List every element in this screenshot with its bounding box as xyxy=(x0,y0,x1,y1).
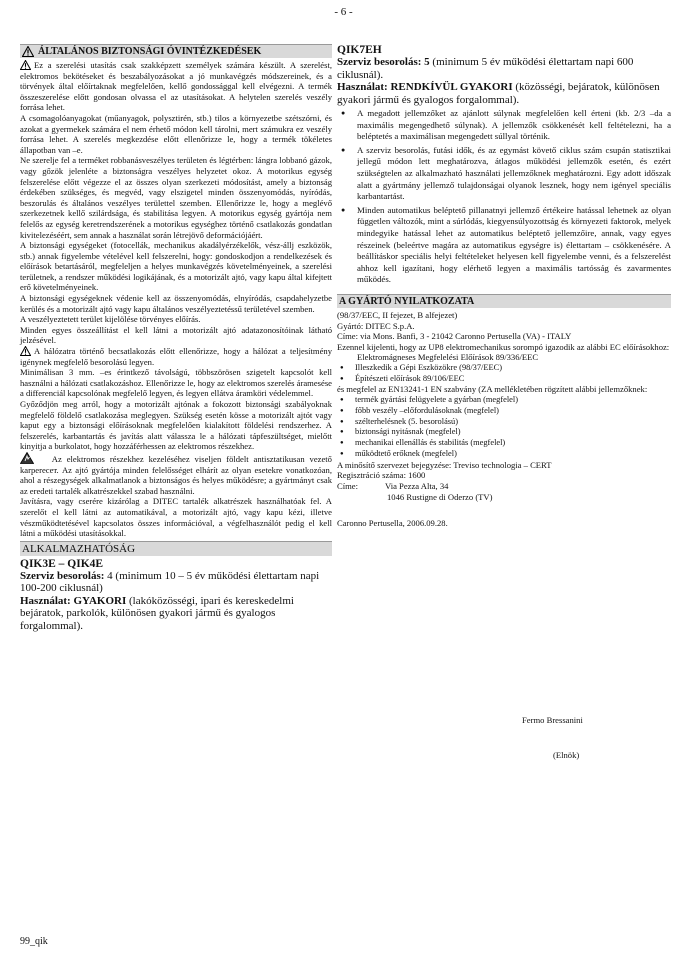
service-class: Szerviz besorolás: 5 (minimum 5 év működési élettartam napi 600 ciklusnál). xyxy=(337,56,634,81)
notes-list xyxy=(337,108,671,286)
list-item: ● mechanikai ellenállás és stabilitás (megfelel) xyxy=(337,438,671,449)
list-item: ● termék gyártási felügyelete a gyárban (megfelel) xyxy=(337,395,671,406)
cert-line: A minősítő szervezet bejegyzése: Treviso technologia – CERT xyxy=(337,459,552,470)
list-item: ● A megadott jellemzőket az ajánlott súlynak megfelelően kell érteni (kb. 2/3 –da a maximális megengedhető súlynak). A jellemzők csökkenését kell feltételezni, ha a beléptetés a maximálisan megengedett súllyal történik. xyxy=(337,108,671,143)
usage: Használat: RENDKÍVÜL GYAKORI (közösségi, bejáratok, különösen gyakori jármű és gyalogos forgalommal). xyxy=(337,81,660,106)
paragraph: Ez a szerelési utasítás csak szakképzett személyek számára készült. A szerelést, elektromos bekötéseket és beszabályozásokat a jó munkavégzés módszereinek, és a törvények által előírtaknak megfelelően, kellő gondossággal kell elvégezni. A termék összeszerelése előtt gondosan olvassa el az utasításokat. A helytelen szerelés veszély forrása lehet. xyxy=(20,60,332,113)
paragraph: Minden egyes összeállítást el kell látni a motorizált ajtó adatazonosítóinak látható jelzésével. xyxy=(20,324,332,346)
cime-block: Címe: Via Pezza Alta, 34 1046 Rustigne di Oderzo (TV) xyxy=(337,481,493,502)
signer-name: Fermo Bressanini xyxy=(522,715,583,725)
decl-sub: (98/37/EEC, II fejezet, B alfejezet) xyxy=(337,309,458,320)
list-item: ● főbb veszély –előfordulásoknak (megfelel) xyxy=(337,406,671,417)
model-title: QIK3E – QIK4E xyxy=(20,557,104,570)
esd-warning-icon xyxy=(20,452,34,464)
paragraph: Az elektromos részekhez kezeléséhez viseljen földelt antisztatikusan vezető karpereceт. Az ajtó gyártója minden felelősséget elhárít az olyan esetekre vonatkozóan, ahol a részegységek alkalmatlanok a biztonságos és helyes működésre; a gyártmányt csak az eredeti tartalék alkatrészekkel szabad használni. xyxy=(20,453,332,496)
decl-en: és megfelel az EN13241-1 EN szabvány (ZA mellékletében rögzített alábbi jellemzőknek: xyxy=(337,384,648,395)
place-date: Caronno Pertusella, 2006.09.28. xyxy=(337,518,448,529)
paragraph: A hálózatra történő becsatlakozás előtt ellenőrizze, hogy a hálózat a teljesítmény igénynek megfelelő besorolású legyen. xyxy=(20,346,332,367)
warning-triangle-icon xyxy=(20,346,31,356)
list-item: ● szélterhelésnek (5. besorolású) xyxy=(337,417,671,428)
paragraph: Javításra, vagy cserére kizárólag a DITEC tartalék alkatrészek használhatóak fel. A szerelőt el kell látni az automatikával, a motorizált ajtó, vagy kapu kézi, illetve vészműködtetésével kapcsolatos összes információval, a végfelhasználót pedig el kell látni a működési utasításokkal. xyxy=(20,496,332,539)
decl-item: Elektromágneses Megfelelési Előírások 89/336/EEC xyxy=(357,352,539,363)
paragraph: A csomagolóanyagokat (műanyagok, polysztirén, stb.) tilos a környezetbe szétszórni, és azokat a gyermekek számára el nem érhető módon kell tárolni, mert számukra ez veszély forrása lehet. A szerelés megkezdése előtt ellenőrizze le, hogy a termék tökéletes állapotban van –e. xyxy=(20,112,332,155)
section-declaration-header xyxy=(337,294,671,308)
decl-manufacturer: Gyártó: DITEC S.p.A. xyxy=(337,320,415,331)
list-item: ● Illeszkedik a Gépi Eszközökre (98/37/EEC) xyxy=(337,363,671,374)
model-title: QIK7EH xyxy=(337,44,382,56)
service-class: Szerviz besorolás: 4 (minimum 10 – 5 év működési élettartam napi 100-200 ciklusnál) xyxy=(20,569,320,595)
section-title: ÁLTALÁNOS BIZTONSÁGI ÓVINTÉZKEDÉSEK xyxy=(38,46,262,57)
list-item: ● működtető erőknek (megfelel) xyxy=(337,449,671,460)
paragraph: Ne szerelje fel a terméket robbanásveszélyes területen és légtérben: lángra lobbanó gázok, vagy gőzök jelenléte a biztonságra veszélyes helyzetet okoz. A motorikus egység felszerelése előtt végezze el az összes olyan szerkezeti módosítást, amely a biztonság érdekében szükséges, és megvéd, vagy elszigetel minden összenyomódás, nyíródás, beszorulás és általános veszélyes területtel szemben. Ellenőrizze le, hogy a meglévő szerkezetnek kellő szilárdsága, és stabilitása legyen. A motorikus egység gyártója nem felelős az egység keretrendszerének a motorikus egységhez történő csatlakozás gondatlan kivitelezéséért, sem annak a használat során létrejövő deformációjáért. xyxy=(20,155,332,240)
warning-triangle-icon xyxy=(20,60,31,70)
paragraph: A biztonsági egységeknek védenie kell az összenyomódás, elnyíródás, csapdahelyzetbe kerülés és a motorizált ajtó vagy kapu általános veszélyeztetéssű területével szemben. xyxy=(20,293,332,314)
section-applicability-header xyxy=(20,541,332,556)
section-safety-header xyxy=(20,44,332,58)
decl-items-list xyxy=(337,363,671,385)
list-item: ● Építészeti előírások 89/106/EEC xyxy=(337,374,671,385)
section-title: ALKALMAZHATÓSÁG xyxy=(22,542,136,555)
list-item: ● Minden automatikus beléptető pillanatnyi jellemző értékeire hatással lehetnek az olyan független változók, mint a súrlódás, kiegyensúlyozottság és környezeti faktorok, melyek mindegyike hatással lehet az automatikus beléptető jellemzőire, annak, vagy egyes részeinek (beleértve magára az automatikus egységre is) élettartam – csökkenésére. A beállításkor speciális helyi feltételeket helyesen kell figyelembe venni, és a felszerelést ahhoz kell igazítani, hogy elérhető legyen a maximális tartósság és zavarmentes működés. xyxy=(337,205,671,286)
decl-intro: Ezennel kijelenti, hogy az UP8 elektromechanikus sorompó igazodik az alábbi EC előírásokhoz: xyxy=(337,341,670,352)
list-item: ● biztonsági nyitásnak (megfelel) xyxy=(337,427,671,438)
reg-line: Regisztráció száma: 1600 xyxy=(337,470,426,481)
decl-features-list xyxy=(337,395,671,460)
paragraph: A veszélyeztetett terület kijelölése törvényes előírás. xyxy=(20,314,201,325)
paragraph: Győződjön meg arról, hogy a motorizált ajtónak a fokozott biztonsági szabályoknak megfelelő földelő csatlakozása meglegyen. Szükség esetén kösse a motorizált ajtót vagy kaput egy a biztonsági előírásoknak megfelelően kialakított földelési rendszerhez. A felszerelés, karbantartás és javítás alatt válassza le a hálózati tápfeszültséget, mielőtt kinyitja a burkolatot, hogy hozzáférhessen az elektromos részekhez. xyxy=(20,399,332,452)
right-column xyxy=(337,44,671,529)
page-number: - 6 - xyxy=(334,6,353,18)
decl-address: Címe: via Mons. Banfi, 3 - 21042 Caronno Pertusella (VA) - ITALY xyxy=(337,331,572,342)
list-item: ● A szerviz besorolás, futási idők, és az egymást követő ciklus szám csupán statisztikai jellegű módon lett meghatározva, átlagos működési jellemzők esetén, és ezért szükségtelen az alkalmazható használati jellemzőknek meghatározni. Egy adott időszak alatt a gyártmány jellemző tulajdonságai olyanok lesznek, hogy nem igényel speciális karbantartást. xyxy=(337,145,671,203)
footer-code: 99_qik xyxy=(20,936,48,947)
paragraph: A biztonsági egységeket (fotocellák, mechanikus akadályérzékelők, vész-állj eszközök, stb.) annak figyelembe vételével kell felszerelni, hogy: gondoskodjon a rendelkezések és előírások betartásáról, megfeleljen a helyes munkavégzés követelményeinek, a szerelési területnek, a rendszer működési logikájának, és a motorizált ajtó, vagy kapu által kifejtett erő követelményeinek. xyxy=(20,240,332,293)
signer-role: (Elnök) xyxy=(553,750,580,760)
paragraph: Minimálisan 3 mm. –es érintkező távolságú, többszörösen szigetelt kapcsolót kell használni a hálózati csatlakozáshoz. Ellenőrizze le, hogy az elektromos szerelés áramesése a differenciál kapcsolónak megfelelő legyen, és legyen ellátva áramköri védelemmel. xyxy=(20,367,332,399)
left-column xyxy=(20,44,332,632)
warning-triangle-icon xyxy=(22,46,34,57)
usage: Használat: GYAKORI (lakóközösségi, ipari és kereskedelmi bejáratok, parkolók, különösen gyakori jármű és gyalogos forgalommal). xyxy=(20,594,294,632)
section-title: A GYÁRTÓ NYILATKOZATA xyxy=(339,295,475,307)
